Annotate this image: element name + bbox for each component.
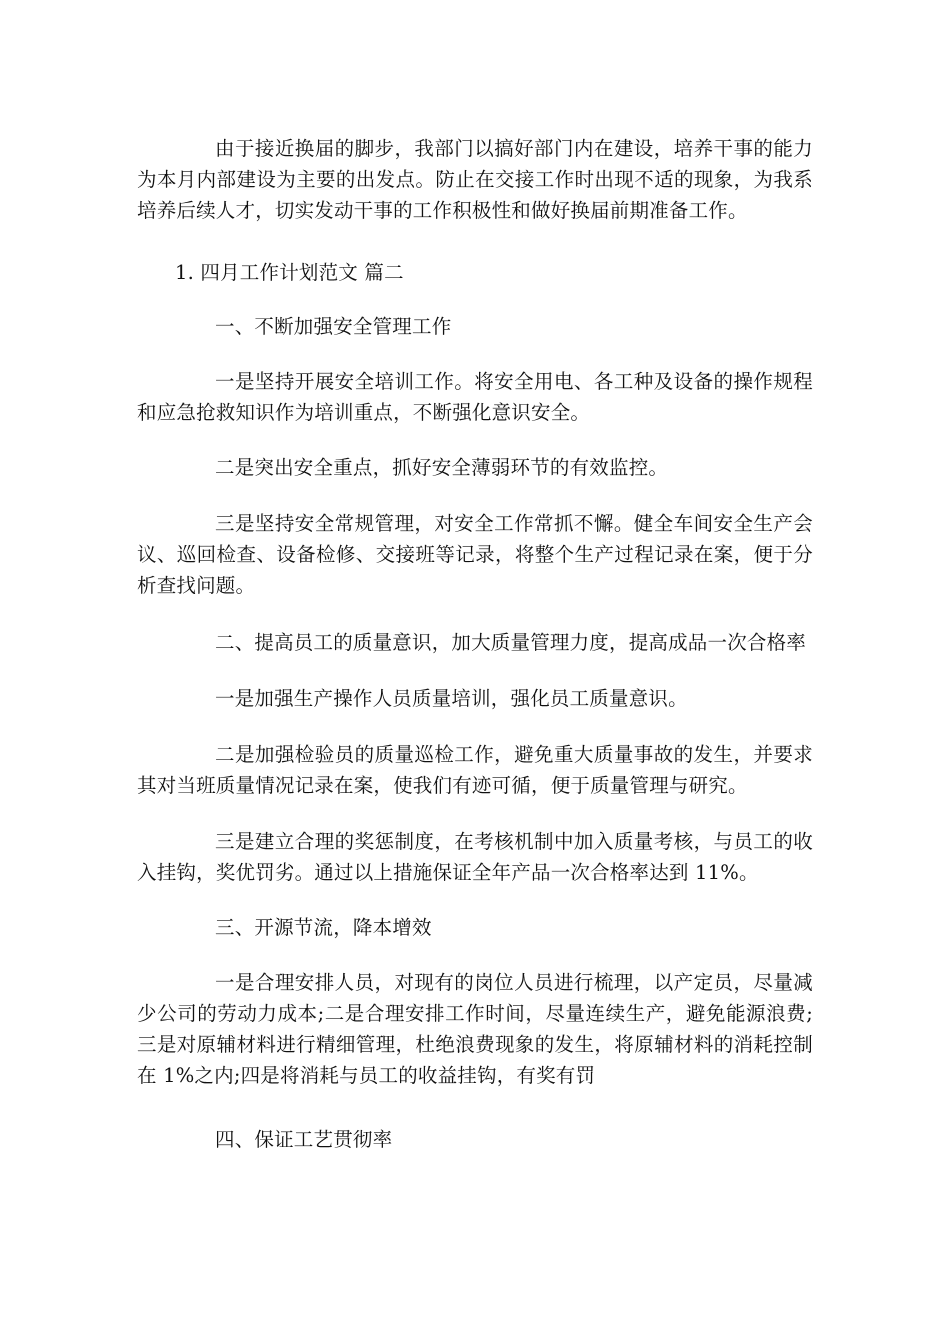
quality-point-1: 一是加强生产操作人员质量培训，强化员工质量意识。 xyxy=(215,687,688,710)
section-title: 1. 四月工作计划范文 篇二 xyxy=(175,261,404,284)
heading-safety-management: 一、不断加强安全管理工作 xyxy=(215,315,452,338)
heading-quality-awareness: 二、提高员工的质量意识，加大质量管理力度，提高成品一次合格率 xyxy=(215,631,807,654)
safety-point-2: 二是突出安全重点，抓好安全薄弱环节的有效监控。 xyxy=(215,456,669,479)
heading-cost-reduction: 三、开源节流，降本增效 xyxy=(215,916,432,939)
safety-point-3: 三是坚持安全常规管理，对安全工作常抓不懈。健全车间安全生产会议、巡回检查、设备检修、交接班等记录，将整个生产过程记录在案，便于分析查找问题。 xyxy=(137,512,813,597)
quality-point-3: 三是建立合理的奖惩制度，在考核机制中加入质量考核，与员工的收入挂钩，奖优罚劣。通过以上措施保证全年产品一次合格率达到 11%。 xyxy=(137,830,813,884)
intro-paragraph: 由于接近换届的脚步，我部门以搞好部门内在建设，培养干事的能力为本月内部建设为主要的出发点。防止在交接工作时出现不适的现象，为我系培养后续人才，切实发动干事的工作积极性和做好换届前期准备工作。 xyxy=(137,137,813,222)
heading-process-compliance: 四、保证工艺贯彻率 xyxy=(215,1128,393,1151)
cost-reduction-details: 一是合理安排人员，对现有的岗位人员进行梳理，以产定员，尽量减少公司的劳动力成本;二是合理安排工作时间，尽量连续生产，避免能源浪费;三是对原辅材料进行精细管理，杜绝浪费现象的发生，将原辅材料的消耗控制在 1%之内;四是将消耗与员工的收益挂钩，有奖有罚 xyxy=(137,971,813,1087)
quality-point-2: 二是加强检验员的质量巡检工作，避免重大质量事故的发生，并要求其对当班质量情况记录在案，使我们有迹可循，便于质量管理与研究。 xyxy=(137,743,813,797)
safety-point-1: 一是坚持开展安全培训工作。将安全用电、各工种及设备的操作规程和应急抢救知识作为培训重点，不断强化意识安全。 xyxy=(137,370,813,424)
